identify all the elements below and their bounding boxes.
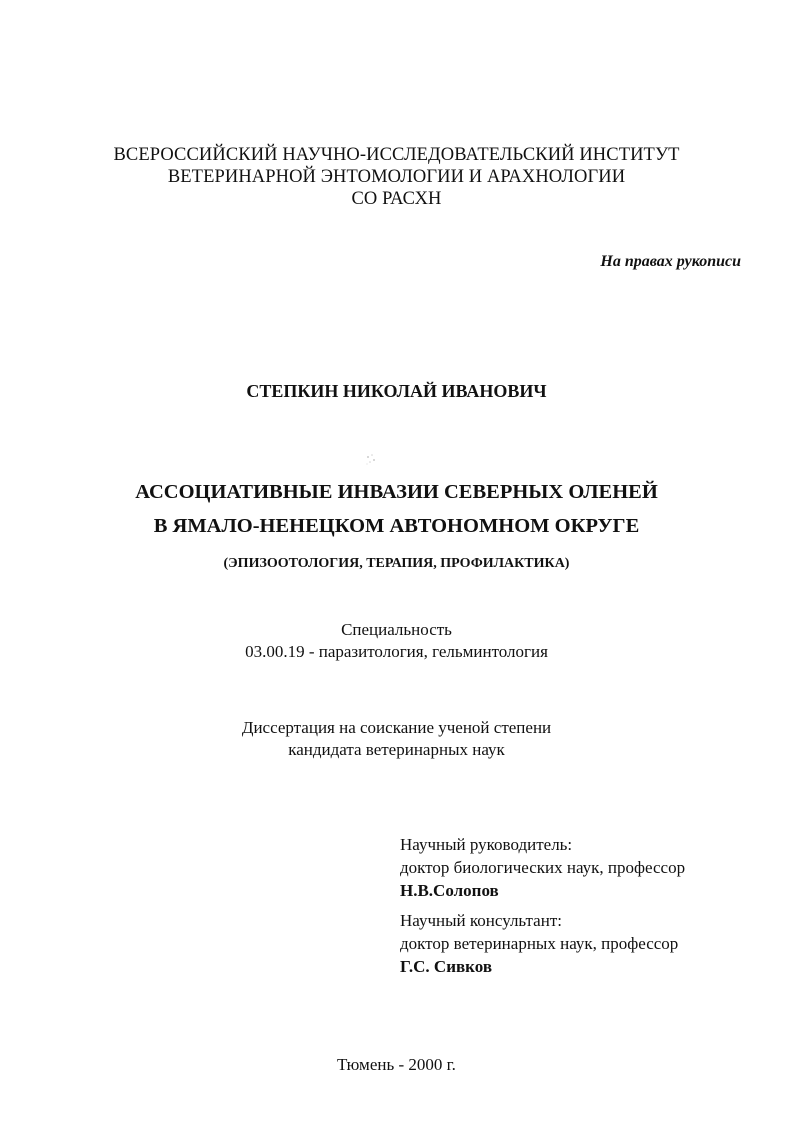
- supervisor-credentials: доктор биологических наук, профессор: [400, 858, 686, 877]
- dissertation-title-line-2: В ЯМАЛО-НЕНЕЦКОМ АВТОНОМНОМ ОКРУГЕ: [153, 515, 640, 537]
- specialty-value: 03.00.19 - паразитология, гельминтология: [245, 642, 548, 661]
- institution-line-2: ВЕТЕРИНАРНОЙ ЭНТОМОЛОГИИ И АРАХНОЛОГИИ: [167, 167, 626, 187]
- institution-line-1: ВСЕРОССИЙСКИЙ НАУЧНО-ИССЛЕДОВАТЕЛЬСКИЙ ИНСТИТУТ: [113, 145, 680, 165]
- institution-line-3: СО РАСХН: [351, 189, 442, 209]
- consultant-name: Г.С. Сивков: [400, 957, 493, 976]
- scan-speck-icon: [364, 452, 378, 466]
- consultant-role: Научный консультант:: [400, 911, 562, 930]
- degree-line-1: Диссертация на соискание ученой степени: [241, 718, 552, 737]
- manuscript-rights-note: На правах рукописи: [600, 253, 741, 270]
- place-and-year: Тюмень - 2000 г.: [337, 1055, 456, 1074]
- author-name: СТЕПКИН НИКОЛАЙ ИВАНОВИЧ: [246, 381, 547, 401]
- specialty-label: Специальность: [341, 620, 452, 639]
- degree-line-2: кандидата ветеринарных наук: [288, 740, 505, 759]
- supervisor-role: Научный руководитель:: [400, 835, 573, 854]
- dissertation-subtitle: (ЭПИЗООТОЛОГИЯ, ТЕРАПИЯ, ПРОФИЛАКТИКА): [223, 556, 570, 571]
- consultant-credentials: доктор ветеринарных наук, профессор: [400, 934, 679, 953]
- dissertation-title-line-1: АССОЦИАТИВНЫЕ ИНВАЗИИ СЕВЕРНЫХ ОЛЕНЕЙ: [135, 481, 658, 503]
- supervisor-name: Н.В.Солопов: [400, 881, 499, 900]
